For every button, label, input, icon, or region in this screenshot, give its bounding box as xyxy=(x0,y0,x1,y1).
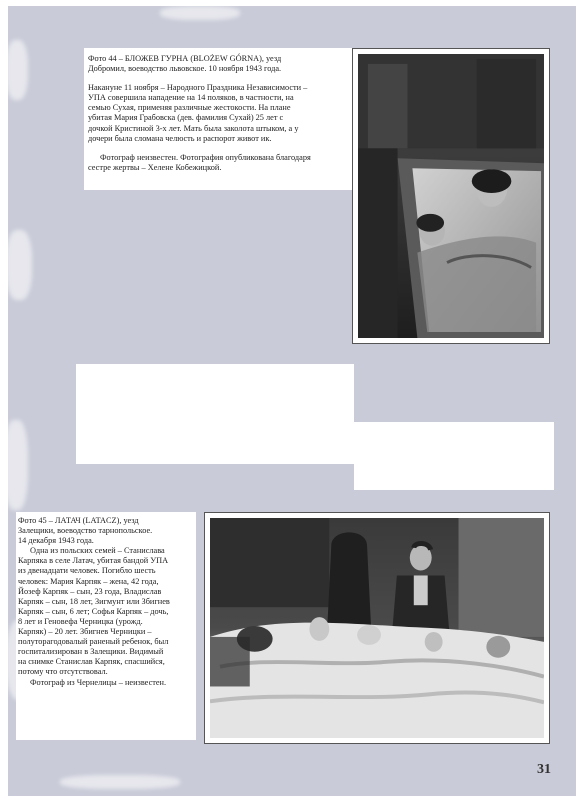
photo45-body-line: 8 лет и Геновефа Черницка (урожд. xyxy=(18,616,143,626)
photo45-body-line: Одна из польских семей – Станислава xyxy=(30,546,165,556)
photo45-body-line: госпитализирован в Залещики. Видимый xyxy=(18,647,164,657)
photo45-body-line: Йозеф Карпяк – сын, 23 года, Владислав xyxy=(18,586,162,596)
photo45-body-line: на снимке Станислав Карпяк, спасшийся, xyxy=(18,657,165,667)
photo44-body-line: семью Сухая, применяя различные жестокости. На плане xyxy=(88,103,291,113)
photo45-body-line: человек: Мария Карпяк – жена, 42 года, xyxy=(18,576,159,586)
photo44-frame xyxy=(352,48,550,344)
scan-smear xyxy=(6,40,28,100)
photo45-body-line: Карпяк – сын, 6 лет; Софья Карпяк – дочь, xyxy=(18,606,169,616)
photo44-body-line: убитая Мария Грабовска (дев. фамилия Сухай) 25 лет с xyxy=(88,113,284,123)
photo44-body-line: дочкой Кристиной 3-х лет. Мать была заколота штыком, а у xyxy=(88,123,299,133)
photo44-body-line: УПА совершила нападение на 14 поляков, в частности, на xyxy=(88,93,294,103)
photo45-frame xyxy=(204,512,550,744)
photo44-title-line: Фото 44 – БЛОЖЕВ ГУРНА (BLOŻEW GÓRNA), уезд xyxy=(88,54,282,63)
photo45-body-line: потому что отсутствовал. xyxy=(18,667,108,677)
photo45-header-line: Залещики, воеводство тарнопольское. xyxy=(18,526,153,536)
blank-patch xyxy=(76,364,354,464)
photo44-image xyxy=(358,54,544,338)
scan-smear xyxy=(4,420,28,510)
photo45-note: Фотограф из Чернелицы – неизвестен. xyxy=(30,677,167,687)
photo44-caption xyxy=(88,54,350,173)
photo45-image xyxy=(210,518,544,738)
scan-smear xyxy=(6,230,32,300)
scan-smear xyxy=(160,6,240,20)
photo45-body-line: Карпяк – сын, 18 лет, Зигмунт или Збигнев xyxy=(18,596,170,606)
photo44-body-line: дочери была сломана челюсть и распорот живот ик. xyxy=(88,133,272,143)
photo44-body-line: Накануне 11 ноября – Народного Праздника Независимости – xyxy=(88,83,308,93)
photo45-body-line: из двенадцати человек. Погибло шесть xyxy=(18,566,156,576)
photo45-body-line: полуторагодовалый раненый ребенок, был xyxy=(18,637,169,647)
photo44-title-line: Добромил, воеводство львовское. 10 ноября 1943 года. xyxy=(88,64,282,74)
photo45-body-line: Карпяка в селе Латач, убитая бандой УПА xyxy=(18,556,169,566)
photo44-note-line: сестре жертвы – Хелене Кобежицкой. xyxy=(88,162,222,172)
photo44-note-line: Фотограф неизвестен. Фотография опубликована благодаря xyxy=(100,152,311,162)
blank-patch xyxy=(354,422,554,490)
photo45-header-line: 14 декабря 1943 года. xyxy=(18,536,94,546)
photo45-header-line: Фото 45 – ЛАТАЧ (LATACZ), уезд xyxy=(18,516,139,525)
photo45-body-line: Карпяк) – 20 лет. Збигнев Черницки – xyxy=(18,627,152,637)
photo45-caption xyxy=(18,516,196,688)
scan-smear xyxy=(60,775,180,789)
page-number: 31 xyxy=(537,762,551,777)
